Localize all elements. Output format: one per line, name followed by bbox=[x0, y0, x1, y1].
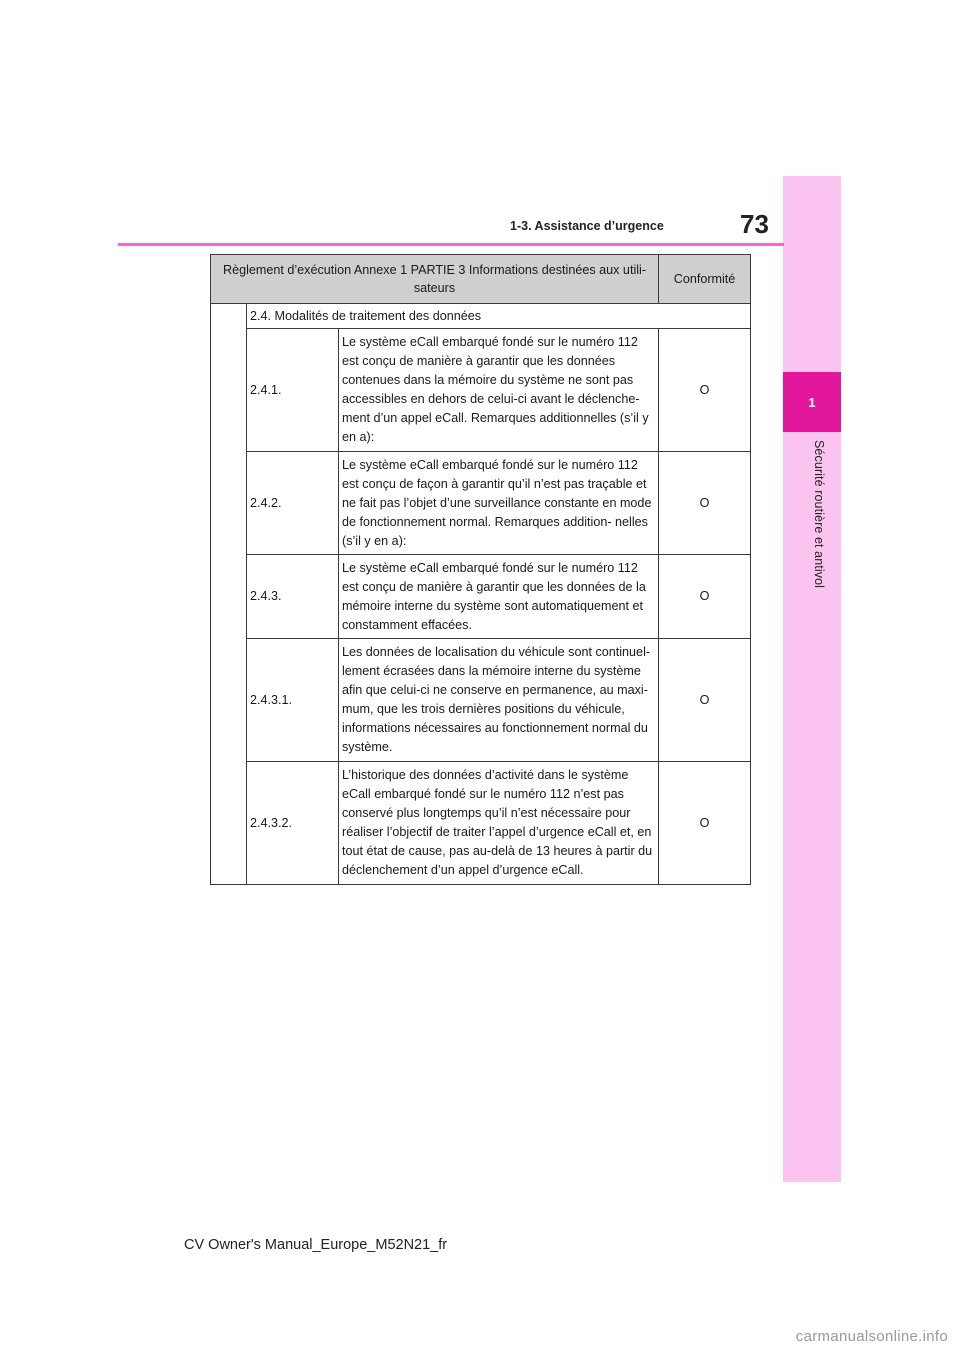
clause-description: L’historique des données d’activité dans le système eCall embarqué fondé sur le numéro 112 n’est pas conservé plus longtemps qu’il n’est nécessaire pour réaliser l’objectif de traiter l’appel d’urgence eCall et, en tout état de cause, pas au-delà de 13 heures à partir du déclenchement d’un appel d’urgence eCall. bbox=[339, 762, 659, 885]
watermark: carmanualsonline.info bbox=[795, 1328, 948, 1345]
table-row bbox=[211, 452, 751, 555]
clause-description: Le système eCall embarqué fondé sur le numéro 112 est conçu de manière à garantir que les données contenues dans la mémoire du système ne sont pas accessibles en dehors de celui-ci avant le déclenche- ment d’un appel eCall. Remarques additionnelles (s’il y en a): bbox=[339, 329, 659, 452]
clause-description: Le système eCall embarqué fondé sur le numéro 112 est conçu de manière à garantir que les données de la mémoire interne du système sont automatiquement et constamment effacées. bbox=[339, 555, 659, 639]
header-regulation: Règlement d’exécution Annexe 1 PARTIE 3 Informations destinées aux utili- sateurs bbox=[211, 255, 659, 304]
regulation-table bbox=[210, 254, 751, 885]
table-row bbox=[211, 329, 751, 452]
header-conformity: Conformité bbox=[659, 255, 751, 304]
table-header-row bbox=[211, 255, 751, 304]
chapter-side-tab bbox=[783, 176, 841, 1182]
section-row bbox=[211, 304, 751, 329]
conformity-value: O bbox=[659, 639, 751, 762]
conformity-value: O bbox=[659, 329, 751, 452]
table-row bbox=[211, 555, 751, 639]
clause-description: Le système eCall embarqué fondé sur le numéro 112 est conçu de façon à garantir qu’il n’est pas traçable et ne fait pas l’objet d’une surveillance constante en mode de fonctionnement normal. Remarques addition- nelles (s’il y en a): bbox=[339, 452, 659, 555]
clause-description: Les données de localisation du véhicule sont continuel- lement écrasées dans la mémoire interne du système afin que celui-ci ne conserve en permanence, au maxi- mum, que les trois dernières positions du véhicule, informations nécessaires au fonctionnement normal du système. bbox=[339, 639, 659, 762]
conformity-value: O bbox=[659, 762, 751, 885]
chapter-title-vertical: Sécurité routière et antivol bbox=[812, 440, 826, 589]
section-heading: 2.4. Modalités de traitement des données bbox=[247, 304, 751, 329]
header-divider bbox=[118, 243, 784, 246]
clause-number: 2.4.3.1. bbox=[247, 639, 339, 762]
conformity-value: O bbox=[659, 452, 751, 555]
section-title: 1-3. Assistance d’urgence bbox=[510, 219, 664, 233]
clause-number: 2.4.3. bbox=[247, 555, 339, 639]
clause-number: 2.4.2. bbox=[247, 452, 339, 555]
table-row bbox=[211, 762, 751, 885]
page-number: 73 bbox=[740, 209, 769, 239]
conformity-value: O bbox=[659, 555, 751, 639]
chapter-number-badge: 1 bbox=[783, 372, 841, 432]
clause-number: 2.4.1. bbox=[247, 329, 339, 452]
indent-cell bbox=[211, 304, 247, 885]
footer-manual-id: CV Owner's Manual_Europe_M52N21_fr bbox=[184, 1237, 448, 1253]
clause-number: 2.4.3.2. bbox=[247, 762, 339, 885]
table-row bbox=[211, 639, 751, 762]
